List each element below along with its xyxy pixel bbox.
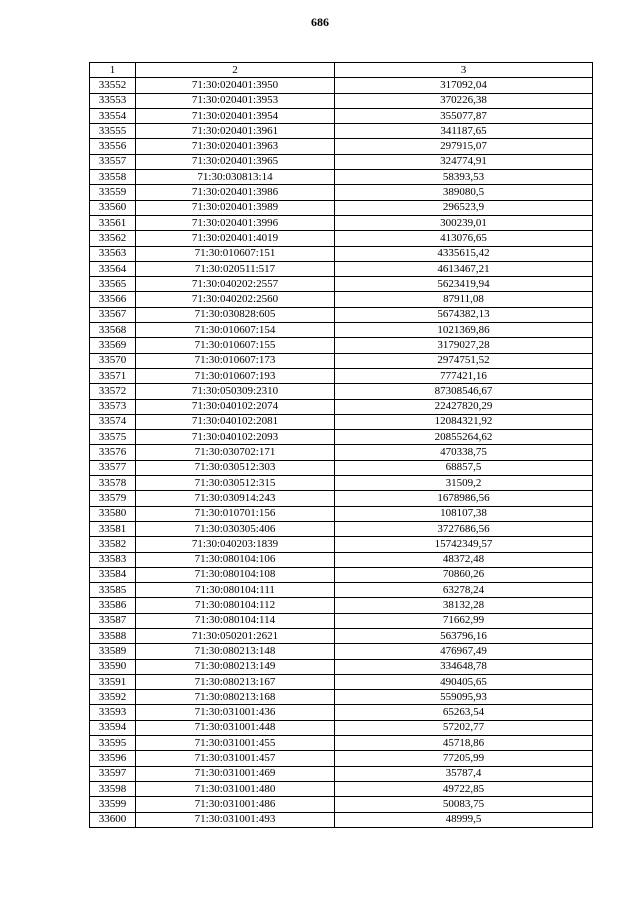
cadastral-number-cell: 71:30:080213:168 <box>136 690 335 705</box>
cadastral-value-cell: 3727686,56 <box>335 521 593 536</box>
cadastral-value-cell: 20855264,62 <box>335 430 593 445</box>
table-row <box>90 215 593 230</box>
table-row <box>90 338 593 353</box>
table-row <box>90 751 593 766</box>
row-number-cell: 33579 <box>90 491 136 506</box>
row-number-cell: 33554 <box>90 108 136 123</box>
cadastral-value-cell: 470338,75 <box>335 445 593 460</box>
table-row <box>90 353 593 368</box>
cadastral-value-cell: 57202,77 <box>335 720 593 735</box>
cadastral-value-cell: 38132,28 <box>335 598 593 613</box>
row-number-cell: 33574 <box>90 414 136 429</box>
cadastral-number-cell: 71:30:030512:315 <box>136 476 335 491</box>
cadastral-value-cell: 476967,49 <box>335 644 593 659</box>
table-body <box>90 78 593 828</box>
column-header-1: 1 <box>90 63 136 78</box>
cadastral-value-cell: 297915,07 <box>335 139 593 154</box>
row-number-cell: 33600 <box>90 812 136 827</box>
row-number-cell: 33578 <box>90 476 136 491</box>
row-number-cell: 33585 <box>90 583 136 598</box>
table-row <box>90 231 593 246</box>
cadastral-number-cell: 71:30:031001:457 <box>136 751 335 766</box>
cadastral-number-cell: 71:30:020401:3996 <box>136 215 335 230</box>
table-row <box>90 644 593 659</box>
table-row <box>90 399 593 414</box>
row-number-cell: 33575 <box>90 430 136 445</box>
cadastral-number-cell: 71:30:040202:2557 <box>136 277 335 292</box>
table-row <box>90 246 593 261</box>
table-row <box>90 108 593 123</box>
cadastral-value-cell: 48372,48 <box>335 552 593 567</box>
row-number-cell: 33569 <box>90 338 136 353</box>
cadastral-value-cell: 334648,78 <box>335 659 593 674</box>
row-number-cell: 33564 <box>90 261 136 276</box>
cadastral-number-cell: 71:30:010607:151 <box>136 246 335 261</box>
cadastral-number-cell: 71:30:010607:155 <box>136 338 335 353</box>
row-number-cell: 33591 <box>90 674 136 689</box>
table-row <box>90 521 593 536</box>
table-row <box>90 154 593 169</box>
row-number-cell: 33595 <box>90 736 136 751</box>
table-row <box>90 277 593 292</box>
row-number-cell: 33559 <box>90 185 136 200</box>
cadastral-number-cell: 71:30:040202:2560 <box>136 292 335 307</box>
row-number-cell: 33552 <box>90 78 136 93</box>
cadastral-value-cell: 559095,93 <box>335 690 593 705</box>
cadastral-value-cell: 15742349,57 <box>335 537 593 552</box>
cadastral-number-cell: 71:30:020511:517 <box>136 261 335 276</box>
table-row <box>90 307 593 322</box>
cadastral-value-cell: 12084321,92 <box>335 414 593 429</box>
cadastral-number-cell: 71:30:031001:436 <box>136 705 335 720</box>
cadastral-number-cell: 71:30:031001:469 <box>136 766 335 781</box>
row-number-cell: 33560 <box>90 200 136 215</box>
table-row <box>90 139 593 154</box>
cadastral-number-cell: 71:30:020401:3961 <box>136 124 335 139</box>
cadastral-number-cell: 71:30:031001:480 <box>136 781 335 796</box>
cadastral-number-cell: 71:30:031001:486 <box>136 797 335 812</box>
cadastral-number-cell: 71:30:050309:2310 <box>136 384 335 399</box>
row-number-cell: 33584 <box>90 567 136 582</box>
cadastral-number-cell: 71:30:080104:114 <box>136 613 335 628</box>
cadastral-number-cell: 71:30:020401:3953 <box>136 93 335 108</box>
cadastral-number-cell: 71:30:050201:2621 <box>136 628 335 643</box>
row-number-cell: 33592 <box>90 690 136 705</box>
table-row <box>90 537 593 552</box>
cadastral-value-cell: 65263,54 <box>335 705 593 720</box>
row-number-cell: 33588 <box>90 628 136 643</box>
table-row <box>90 170 593 185</box>
page-number: 686 <box>311 15 329 29</box>
table-row <box>90 506 593 521</box>
table-row <box>90 613 593 628</box>
table-row <box>90 292 593 307</box>
cadastral-number-cell: 71:30:010607:193 <box>136 368 335 383</box>
table-row <box>90 552 593 567</box>
cadastral-value-cell: 5674382,13 <box>335 307 593 322</box>
cadastral-value-cell: 389080,5 <box>335 185 593 200</box>
table-row <box>90 93 593 108</box>
row-number-cell: 33573 <box>90 399 136 414</box>
row-number-cell: 33561 <box>90 215 136 230</box>
table-row <box>90 690 593 705</box>
cadastral-number-cell: 71:30:010607:173 <box>136 353 335 368</box>
table-row <box>90 628 593 643</box>
cadastral-number-cell: 71:30:080104:108 <box>136 567 335 582</box>
row-number-cell: 33566 <box>90 292 136 307</box>
row-number-cell: 33582 <box>90 537 136 552</box>
cadastral-number-cell: 71:30:020401:3965 <box>136 154 335 169</box>
cadastral-number-cell: 71:30:040203:1839 <box>136 537 335 552</box>
column-header-3: 3 <box>335 63 593 78</box>
cadastral-value-cell: 370226,38 <box>335 93 593 108</box>
table-row <box>90 491 593 506</box>
cadastral-number-cell: 71:30:031001:448 <box>136 720 335 735</box>
cadastral-value-cell: 5623419,94 <box>335 277 593 292</box>
row-number-cell: 33593 <box>90 705 136 720</box>
table-row <box>90 124 593 139</box>
table-row <box>90 445 593 460</box>
row-number-cell: 33586 <box>90 598 136 613</box>
table-row <box>90 261 593 276</box>
cadastral-value-cell: 2974751,52 <box>335 353 593 368</box>
table-row <box>90 674 593 689</box>
row-number-cell: 33556 <box>90 139 136 154</box>
row-number-cell: 33596 <box>90 751 136 766</box>
table-row <box>90 797 593 812</box>
cadastral-number-cell: 71:30:080104:112 <box>136 598 335 613</box>
cadastral-value-cell: 45718,86 <box>335 736 593 751</box>
cadastral-value-cell: 341187,65 <box>335 124 593 139</box>
cadastral-number-cell: 71:30:020401:3986 <box>136 185 335 200</box>
cadastral-value-cell: 3179027,28 <box>335 338 593 353</box>
row-number-cell: 33562 <box>90 231 136 246</box>
cadastral-value-cell: 4335615,42 <box>335 246 593 261</box>
table-row <box>90 368 593 383</box>
row-number-cell: 33590 <box>90 659 136 674</box>
table-row <box>90 598 593 613</box>
cadastral-value-cell: 31509,2 <box>335 476 593 491</box>
row-number-cell: 33565 <box>90 277 136 292</box>
cadastral-number-cell: 71:30:030305:406 <box>136 521 335 536</box>
table-row <box>90 567 593 582</box>
cadastral-number-cell: 71:30:080104:111 <box>136 583 335 598</box>
cadastral-number-cell: 71:30:080213:148 <box>136 644 335 659</box>
cadastral-number-cell: 71:30:020401:3989 <box>136 200 335 215</box>
table-header <box>90 63 593 78</box>
row-number-cell: 33597 <box>90 766 136 781</box>
cadastral-value-cell: 35787,4 <box>335 766 593 781</box>
cadastral-number-cell: 71:30:030512:303 <box>136 460 335 475</box>
table-row <box>90 78 593 93</box>
cadastral-value-cell: 71662,99 <box>335 613 593 628</box>
row-number-cell: 33567 <box>90 307 136 322</box>
cadastral-value-cell: 1678986,56 <box>335 491 593 506</box>
cadastral-number-cell: 71:30:080104:106 <box>136 552 335 567</box>
cadastral-value-cell: 317092,04 <box>335 78 593 93</box>
cadastral-number-cell: 71:30:030828:605 <box>136 307 335 322</box>
row-number-cell: 33572 <box>90 384 136 399</box>
cadastral-value-cell: 1021369,86 <box>335 323 593 338</box>
row-number-cell: 33553 <box>90 93 136 108</box>
cadastral-number-cell: 71:30:020401:3963 <box>136 139 335 154</box>
cadastral-value-cell: 48999,5 <box>335 812 593 827</box>
cadastral-value-cell: 68857,5 <box>335 460 593 475</box>
cadastral-value-cell: 563796,16 <box>335 628 593 643</box>
table-row <box>90 185 593 200</box>
row-number-cell: 33583 <box>90 552 136 567</box>
table-row <box>90 200 593 215</box>
cadastral-value-cell: 413076,65 <box>335 231 593 246</box>
row-number-cell: 33594 <box>90 720 136 735</box>
row-number-cell: 33577 <box>90 460 136 475</box>
table-row <box>90 430 593 445</box>
table-row <box>90 736 593 751</box>
cadastral-value-cell: 300239,01 <box>335 215 593 230</box>
cadastral-value-cell: 63278,24 <box>335 583 593 598</box>
row-number-cell: 33555 <box>90 124 136 139</box>
cadastral-value-cell: 58393,53 <box>335 170 593 185</box>
cadastral-number-cell: 71:30:020401:3954 <box>136 108 335 123</box>
cadastral-number-cell: 71:30:040102:2081 <box>136 414 335 429</box>
cadastral-number-cell: 71:30:030702:171 <box>136 445 335 460</box>
cadastral-value-cell: 77205,99 <box>335 751 593 766</box>
row-number-cell: 33571 <box>90 368 136 383</box>
cadastral-value-cell: 87308546,67 <box>335 384 593 399</box>
row-number-cell: 33589 <box>90 644 136 659</box>
cadastral-value-cell: 50083,75 <box>335 797 593 812</box>
cadastral-number-cell: 71:30:030813:14 <box>136 170 335 185</box>
table-row <box>90 414 593 429</box>
cadastral-value-cell: 87911,08 <box>335 292 593 307</box>
table-row <box>90 476 593 491</box>
cadastral-number-cell: 71:30:031001:493 <box>136 812 335 827</box>
row-number-cell: 33558 <box>90 170 136 185</box>
cadastral-number-cell: 71:30:020401:4019 <box>136 231 335 246</box>
table-row <box>90 583 593 598</box>
row-number-cell: 33576 <box>90 445 136 460</box>
table-row <box>90 812 593 827</box>
table-row <box>90 323 593 338</box>
table-row <box>90 705 593 720</box>
table-row <box>90 384 593 399</box>
cadastral-number-cell: 71:30:040102:2093 <box>136 430 335 445</box>
table-row <box>90 460 593 475</box>
column-header-2: 2 <box>136 63 335 78</box>
cadastral-value-cell: 4613467,21 <box>335 261 593 276</box>
row-number-cell: 33563 <box>90 246 136 261</box>
cadastral-value-cell: 355077,87 <box>335 108 593 123</box>
table-row <box>90 766 593 781</box>
row-number-cell: 33580 <box>90 506 136 521</box>
row-number-cell: 33587 <box>90 613 136 628</box>
cadastral-value-table <box>89 62 593 828</box>
row-number-cell: 33557 <box>90 154 136 169</box>
row-number-cell: 33598 <box>90 781 136 796</box>
cadastral-value-cell: 324774,91 <box>335 154 593 169</box>
cadastral-number-cell: 71:30:030914:243 <box>136 491 335 506</box>
cadastral-value-cell: 22427820,29 <box>335 399 593 414</box>
table-row <box>90 720 593 735</box>
cadastral-number-cell: 71:30:010701:156 <box>136 506 335 521</box>
cadastral-value-cell: 70860,26 <box>335 567 593 582</box>
cadastral-value-cell: 296523,9 <box>335 200 593 215</box>
cadastral-value-cell: 490405,65 <box>335 674 593 689</box>
table-row <box>90 781 593 796</box>
row-number-cell: 33581 <box>90 521 136 536</box>
header-row <box>90 63 593 78</box>
cadastral-number-cell: 71:30:080213:149 <box>136 659 335 674</box>
cadastral-value-cell: 777421,16 <box>335 368 593 383</box>
cadastral-number-cell: 71:30:020401:3950 <box>136 78 335 93</box>
cadastral-number-cell: 71:30:040102:2074 <box>136 399 335 414</box>
cadastral-number-cell: 71:30:031001:455 <box>136 736 335 751</box>
cadastral-value-cell: 49722,85 <box>335 781 593 796</box>
table-row <box>90 659 593 674</box>
cadastral-value-cell: 108107,38 <box>335 506 593 521</box>
row-number-cell: 33568 <box>90 323 136 338</box>
row-number-cell: 33570 <box>90 353 136 368</box>
cadastral-number-cell: 71:30:080213:167 <box>136 674 335 689</box>
cadastral-number-cell: 71:30:010607:154 <box>136 323 335 338</box>
row-number-cell: 33599 <box>90 797 136 812</box>
